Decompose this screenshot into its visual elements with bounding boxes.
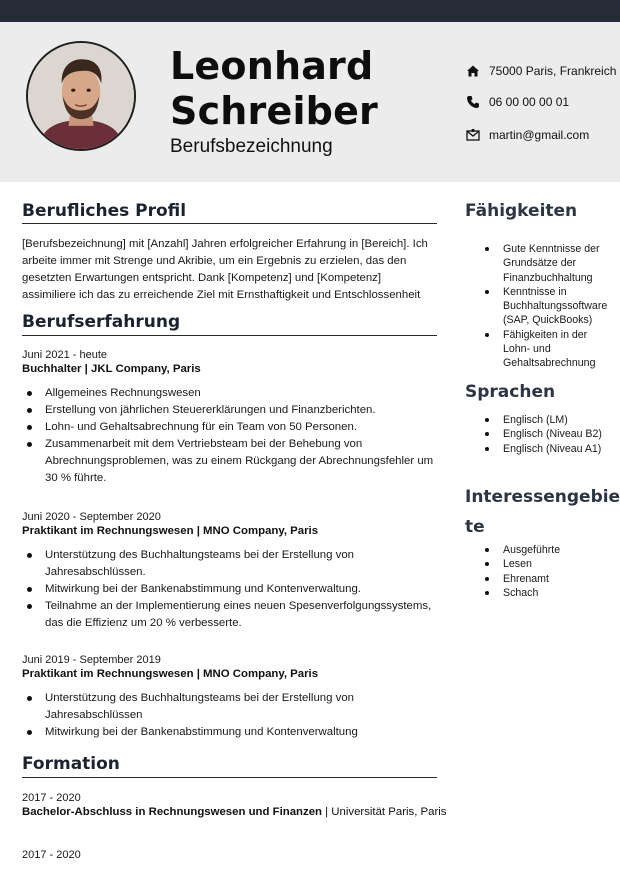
phone-icon bbox=[466, 95, 480, 109]
contact-email[interactable] bbox=[466, 128, 589, 142]
last-name: Schreiber bbox=[170, 89, 378, 133]
school-name: | Universität Paris, Paris bbox=[325, 806, 447, 818]
interests-heading bbox=[465, 482, 620, 542]
profile-divider bbox=[22, 223, 437, 224]
list-item: Unterstützung des Buchhaltungsteams bei der Erstellung von Jahresabschlüssen. bbox=[22, 547, 437, 581]
list-item: Lohn- und Gehaltsabrechnung für ein Team von 50 Personen. bbox=[22, 419, 437, 436]
list-item: Mitwirkung bei der Bankenabstimmung und Kontenverwaltung. bbox=[22, 581, 437, 598]
list-item: Unterstützung des Buchhaltungsteams bei der Erstellung von Jahresabschlüssen bbox=[22, 690, 437, 724]
job-role: Praktikant im Rechnungswesen | MNO Company, Paris bbox=[22, 668, 319, 680]
experience-divider bbox=[22, 335, 437, 336]
phone-text: 06 00 00 00 01 bbox=[489, 95, 570, 109]
address-text: 75000 Paris, Frankreich bbox=[489, 64, 617, 78]
list-item: Schach bbox=[484, 586, 609, 600]
job-bullets bbox=[22, 690, 437, 741]
interests-heading-line2: te bbox=[465, 517, 485, 537]
list-item: Zusammenarbeit mit dem Vertriebsteam bei der Behebung von Abrechnungsproblemen, was zu einem Rückgang der Abrechnungsfehler um 30 % führte. bbox=[22, 436, 437, 487]
experience-heading: Berufserfahrung bbox=[22, 312, 181, 332]
list-item: Erstellung von jährlichen Steuererklärungen und Finanzberichten. bbox=[22, 402, 437, 419]
education-heading: Formation bbox=[22, 754, 120, 774]
list-item: Kenntnisse in Buchhaltungssoftware (SAP, QuickBooks) bbox=[484, 285, 609, 328]
profile-text: [Berufsbezeichnung] mit [Anzahl] Jahren erfolgreicher Erfahrung in [Bereich]. Ich arbeite immer mit Strenge und Akribie, um ein Ergebnis zu erzielen, das den gesetzten Erwartungen entspricht. Dank [Kompetenz] und [Kompetenz] assimiliere ich das zu erreichende Ziel mit Ernsthaftigkeit und Entschlossenheit bbox=[22, 238, 428, 301]
job-date: Juni 2020 - September 2020 bbox=[22, 511, 161, 523]
languages-list bbox=[484, 413, 609, 456]
home-icon bbox=[466, 64, 480, 78]
list-item: Ausgeführte bbox=[484, 543, 609, 557]
degree-name: Bachelor-Abschluss in Rechnungswesen und Finanzen bbox=[22, 806, 322, 818]
interests-heading-line1: Interessengebie bbox=[465, 487, 620, 507]
job-bullets bbox=[22, 385, 437, 487]
education-date: 2017 - 2020 bbox=[22, 849, 81, 861]
portrait-image bbox=[28, 43, 134, 149]
list-item: Teilnahme an der Implementierung eines neuen Spesenverfolgungssystems, das die Effizienz um 20 % verbesserte. bbox=[22, 598, 437, 632]
languages-heading: Sprachen bbox=[465, 382, 556, 402]
skills-heading: Fähigkeiten bbox=[465, 201, 578, 221]
list-item: Ehrenamt bbox=[484, 572, 609, 586]
list-item: Englisch (Niveau A1) bbox=[484, 442, 609, 456]
job-bullets bbox=[22, 547, 437, 632]
job-role: Buchhalter | JKL Company, Paris bbox=[22, 363, 201, 375]
list-item: Allgemeines Rechnungswesen bbox=[22, 385, 437, 402]
job-role: Praktikant im Rechnungswesen | MNO Company, Paris bbox=[22, 525, 319, 537]
first-name: Leonhard bbox=[170, 44, 374, 88]
profile-heading: Berufliches Profil bbox=[22, 201, 187, 221]
profile-photo bbox=[26, 41, 136, 151]
list-item: Fähigkeiten in der Lohn- und Gehaltsabrechnung bbox=[484, 328, 609, 371]
interests-list bbox=[484, 543, 609, 600]
mail-icon bbox=[466, 128, 480, 142]
job-date: Juni 2019 - September 2019 bbox=[22, 654, 161, 666]
job-date: Juni 2021 - heute bbox=[22, 349, 108, 361]
contact-address bbox=[466, 64, 616, 78]
list-item: Englisch (LM) bbox=[484, 413, 609, 427]
list-item: Mitwirkung bei der Bankenabstimmung und Kontenverwaltung bbox=[22, 724, 437, 741]
job-title: Berufsbezeichnung bbox=[170, 136, 333, 157]
email-link[interactable]: martin@gmail.com bbox=[489, 128, 590, 142]
education-date: 2017 - 2020 bbox=[22, 792, 81, 804]
candidate-name bbox=[170, 44, 378, 134]
education-divider bbox=[22, 777, 437, 778]
list-item: Englisch (Niveau B2) bbox=[484, 427, 609, 441]
top-bar bbox=[0, 0, 620, 22]
skills-list bbox=[484, 242, 609, 371]
list-item: Gute Kenntnisse der Grundsätze der Finanzbuchhaltung bbox=[484, 242, 609, 285]
education-degree bbox=[22, 806, 447, 818]
list-item: Lesen bbox=[484, 557, 609, 571]
contact-phone bbox=[466, 95, 569, 109]
